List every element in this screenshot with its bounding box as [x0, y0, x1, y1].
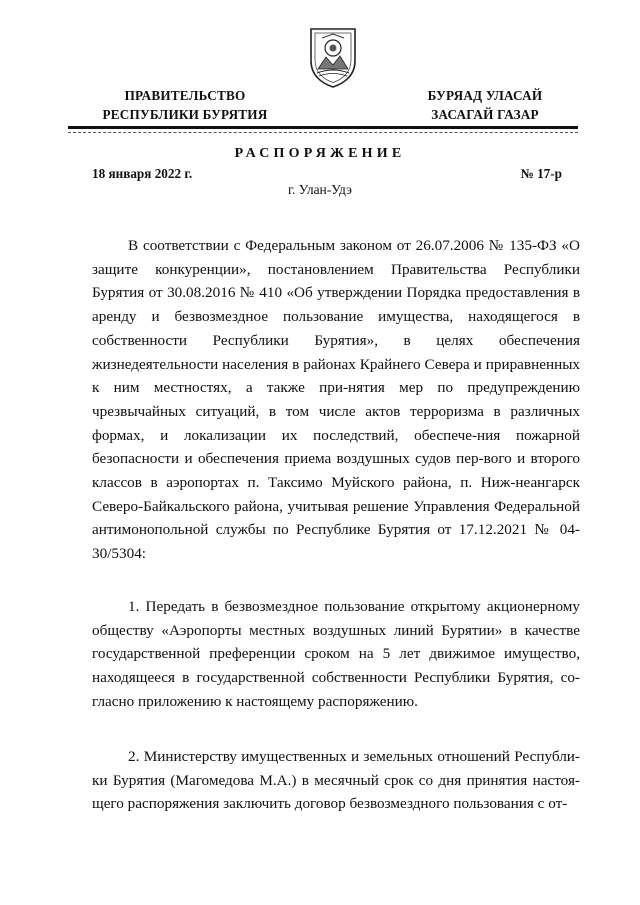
paragraph-preamble-text: В соответствии с Федеральным законом от 26.07.2006 № 135-ФЗ «О защите конкуренции», постановлением Правительства Республики Бурятия от 30.08.2016 № 410 «Об утверждении Порядка предоставления в аренду и безвозмездное пользование имущества, находящегося в собственности Республики Бурятия», в целях обеспечения жизнедеятельности населения в районах Крайнего Севера и приравненных к ним местностях, а также при-нятия мер по предупреждению чрезвычайных ситуаций, в том числе актов терроризма в различных формах, и локализации их последствий, обеспече-ния пожарной безопасности и обеспечения приема воздушных судов пер-вого и второго классов в аэропортах п. Таксимо Муйского района, п. Ниж-неангарск Северо-Байкальского района, учитывая решение Управления Федеральной антимонопольной службы по Республике Бурятия от 17.12.2021 № 04-30/5304:	[92, 237, 580, 563]
government-name-bua-line1: БУРЯАД УЛАСАЙ	[427, 88, 543, 103]
paragraph-item-2	[92, 745, 580, 816]
header-divider-thick	[68, 126, 578, 129]
government-name-ru-line2: РЕСПУБЛИКИ БУРЯТИЯ	[102, 107, 268, 122]
header-divider-thin	[68, 132, 578, 133]
government-name-bua	[395, 86, 575, 124]
government-name-ru-line1: ПРАВИТЕЛЬСТВО	[124, 88, 246, 103]
paragraph-item-2-text: 2. Министерству имущественных и земельных отношений Республи-ки Бурятия (Магомедова М.А.) в месячный срок со дня принятия настоя-щего распоряжения заключить договор безвозмездного пользования с от-	[92, 748, 580, 813]
coat-of-arms-icon	[305, 23, 361, 89]
document-number: № 17-р	[520, 166, 562, 181]
paragraph-preamble	[92, 234, 580, 566]
paragraph-item-1	[92, 595, 580, 714]
document-title: РАСПОРЯЖЕНИЕ	[234, 146, 406, 161]
paragraph-item-1-text: 1. Передать в безвозмездное пользование открытому акционерному обществу «Аэропорты местных воздушных линий Бурятии» в качестве государственной преференции сроком на 5 лет движимое имущество, находящееся в государственной собственности Республики Бурятия, со-гласно приложению к настоящему распоряжению.	[92, 598, 580, 710]
document-city: г. Улан-Удэ	[288, 182, 352, 197]
government-name-ru	[80, 86, 290, 124]
document-date: 18 января 2022 г.	[92, 166, 193, 181]
government-name-bua-line2: ЗАСАГАЙ ГАЗАР	[431, 107, 539, 122]
